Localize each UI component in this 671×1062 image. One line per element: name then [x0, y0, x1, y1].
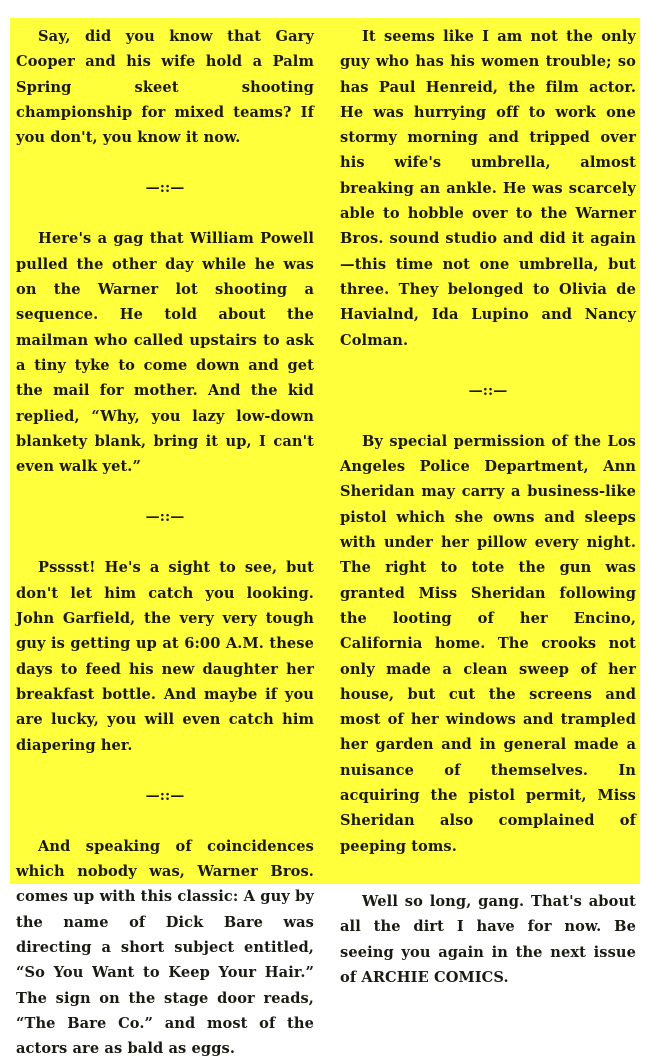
paragraph-gap	[340, 859, 636, 889]
powell-paragraph: Here's a gag that William Powell pulled the other day while he was on the Warner lot shooting a sequence. He told about the mailman who called upstairs to ask a tiny tyke to come down and get the mail for mother. And the kid replied, “Why, you lazy low-down blankety blank, bring it up, I can't even walk yet.”	[16, 230, 314, 476]
left-column	[16, 24, 314, 1062]
closing-paragraph: Well so long, gang. That's about all the dirt I have for now. Be seeing you again in the next issue of ARCHIE COMICS.	[340, 892, 636, 986]
cooper-paragraph: Say, did you know that Gary Cooper and his wife hold a Palm Spring skeet shooting championship for mixed teams? If you don't, you know it now.	[16, 28, 314, 147]
section-separator: —::—	[145, 509, 185, 526]
section-separator: —::—	[145, 787, 185, 804]
henreid-paragraph: It seems like I am not the only guy who has his women trouble; so has Paul Henreid, the film actor. He was hurrying off to work one stormy morning and tripped over his wife's umbrella, almost breaking an ankle. He was scarcely able to hobble over to the Warner Bros. sound studio and did it again—this time not one umbrella, but three. They belonged to Olivia de Havialnd, Ida Lupino and Nancy Colman.	[340, 28, 636, 349]
sheridan-paragraph: By special permission of the Los Angeles Police Department, Ann Sheridan may carry a business-like pistol which she owns and sleeps with under her pillow every night. The right to tote the gun was granted Miss Sheridan following the looting of her Encino, California home. The crooks not only made a clean sweep of her house, but cut the screens and most of her windows and trampled her garden and in general made a nuisance of themselves. In acquiring the pistol permit, Miss Sheridan also complained of peeping toms.	[340, 432, 636, 855]
garfield-paragraph: Psssst! He's a sight to see, but don't let him catch you looking. John Garfield, the very very tough guy is getting up at 6:00 A.M. these days to feed his new daughter her breakfast bottle. And maybe if you are lucky, you will even catch him diapering her.	[16, 559, 314, 754]
section-separator: —::—	[145, 180, 185, 197]
right-column	[340, 24, 636, 990]
yellow-page	[10, 18, 640, 1058]
bare-paragraph: And speaking of coincidences which nobody was, Warner Bros. comes up with this classic: A guy by the name of Dick Bare was directing a short subject entitled, “So You Want to Keep Your Hair.” The sign on the stage door reads, “The Bare Co.” and most of the actors are as bald as eggs.	[16, 837, 314, 1058]
section-separator: —::—	[468, 382, 508, 399]
